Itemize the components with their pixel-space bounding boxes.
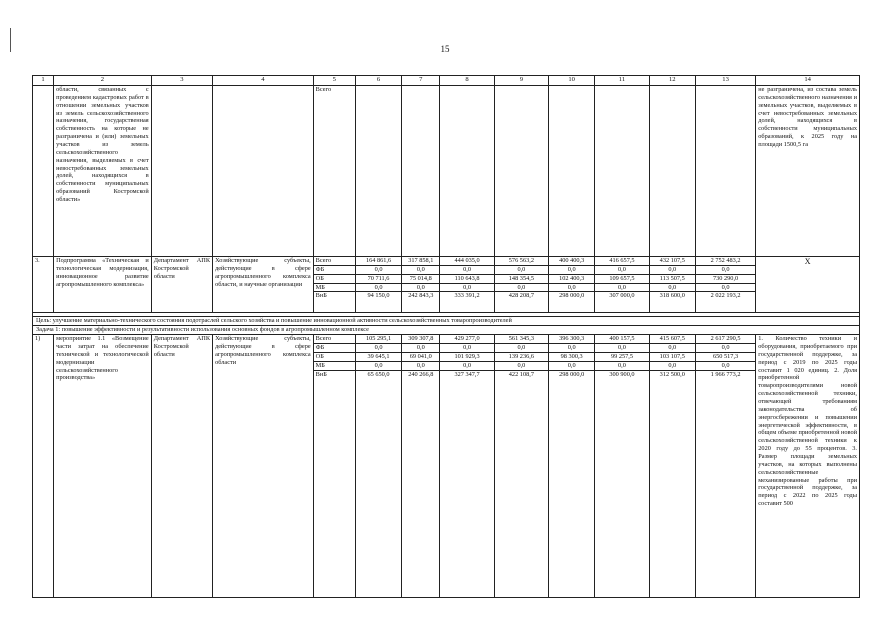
value-cell: 0,0 xyxy=(402,361,440,370)
continuation-result: не разграничена, из состава земель сельскохозяйственного назначения и земельных участков, выделяемых в счет невостребованных земельных долей, находящихся в собственности муниципальных образований, к 2025 году на площади 1500,5 га xyxy=(756,86,860,257)
value-cell: 428 208,7 xyxy=(494,292,548,313)
event-row xyxy=(33,335,860,344)
value-cell: 0,0 xyxy=(494,283,548,292)
value-cell: 0,0 xyxy=(649,361,695,370)
value-cell: 0,0 xyxy=(494,344,548,353)
value-cell: 429 277,0 xyxy=(440,335,494,344)
subprogram-row xyxy=(33,257,860,266)
value-cell: 102 400,3 xyxy=(549,274,595,283)
subprogram-executor: Департамент АПК Костромской области xyxy=(151,257,212,313)
value-cell: 432 107,5 xyxy=(649,257,695,266)
value-cell: 444 035,0 xyxy=(440,257,494,266)
value-cell: 730 290,0 xyxy=(695,274,755,283)
value-cell: 148 354,5 xyxy=(494,274,548,283)
goal-row xyxy=(33,317,860,326)
value-cell: 0,0 xyxy=(355,283,401,292)
event-participants: Хозяйствующие субъекты, действующие в сфере агропромышленного комплекса области xyxy=(213,335,314,597)
value-cell: 0,0 xyxy=(649,344,695,353)
header-cell: 5 xyxy=(313,76,355,86)
subprogram-participants: Хозяйствующие субъекты, действующие в сфере агропромышленного комплекса области, и научные организации xyxy=(213,257,314,313)
header-cell: 12 xyxy=(649,76,695,86)
funding-source: ОБ xyxy=(313,352,355,361)
value-cell: 0,0 xyxy=(695,361,755,370)
value-cell: 103 107,5 xyxy=(649,352,695,361)
header-cell: 3 xyxy=(151,76,212,86)
header-cell: 13 xyxy=(695,76,755,86)
value-cell: 327 347,7 xyxy=(440,370,494,597)
funding-source: МБ xyxy=(313,283,355,292)
value-cell: 0,0 xyxy=(549,344,595,353)
header-cell: 2 xyxy=(54,76,152,86)
funding-source: МБ xyxy=(313,361,355,370)
value-cell: 2 752 483,2 xyxy=(695,257,755,266)
funding-source: ВнБ xyxy=(313,370,355,597)
value-cell: 0,0 xyxy=(695,265,755,274)
value-cell: 0,0 xyxy=(595,283,649,292)
header-cell: 11 xyxy=(595,76,649,86)
value-cell: 396 300,3 xyxy=(549,335,595,344)
value-cell: 0,0 xyxy=(440,361,494,370)
value-cell: 1 966 773,2 xyxy=(695,370,755,597)
value-cell: 0,0 xyxy=(595,361,649,370)
value-cell: 400 157,5 xyxy=(595,335,649,344)
value-cell: 94 150,0 xyxy=(355,292,401,313)
task-row xyxy=(33,326,860,335)
value-cell: 416 657,5 xyxy=(595,257,649,266)
value-cell: 0,0 xyxy=(440,344,494,353)
funding-source: ФБ xyxy=(313,344,355,353)
value-cell: 98 300,3 xyxy=(549,352,595,361)
value-cell: 422 108,7 xyxy=(494,370,548,597)
value-cell: 2 617 290,5 xyxy=(695,335,755,344)
value-cell: 2 022 193,2 xyxy=(695,292,755,313)
value-cell: 75 014,8 xyxy=(402,274,440,283)
subprogram-result-mark: Х xyxy=(756,257,860,313)
value-cell: 70 711,6 xyxy=(355,274,401,283)
value-cell: 0,0 xyxy=(494,265,548,274)
value-cell: 0,0 xyxy=(355,265,401,274)
header-cell: 14 xyxy=(756,76,860,86)
header-cell: 1 xyxy=(33,76,54,86)
value-cell: 0,0 xyxy=(549,283,595,292)
goal-text: Цель: улучшение материально-технического состояния подотраслей сельского хозяйства и повышение инновационной активности сельскохозяйственных товаропроизводителей xyxy=(33,317,860,326)
value-cell: 0,0 xyxy=(595,344,649,353)
value-cell: 298 000,0 xyxy=(549,370,595,597)
value-cell: 0,0 xyxy=(402,344,440,353)
value-cell: 0,0 xyxy=(595,265,649,274)
value-cell: 101 929,3 xyxy=(440,352,494,361)
funding-source: ФБ xyxy=(313,265,355,274)
event-number: 1) xyxy=(33,335,54,597)
header-cell: 10 xyxy=(549,76,595,86)
value-cell: 307 000,0 xyxy=(595,292,649,313)
funding-source: ВнБ xyxy=(313,292,355,313)
header-row xyxy=(33,76,860,86)
header-cell: 6 xyxy=(355,76,401,86)
continuation-source: Всего xyxy=(313,86,355,257)
value-cell: 0,0 xyxy=(402,283,440,292)
subprogram-number: 3. xyxy=(33,257,54,313)
value-cell: 240 266,8 xyxy=(402,370,440,597)
value-cell: 0,0 xyxy=(494,361,548,370)
value-cell: 0,0 xyxy=(549,265,595,274)
value-cell: 0,0 xyxy=(440,283,494,292)
value-cell: 0,0 xyxy=(649,283,695,292)
value-cell: 0,0 xyxy=(695,283,755,292)
value-cell: 0,0 xyxy=(355,344,401,353)
value-cell: 0,0 xyxy=(649,265,695,274)
value-cell: 312 500,0 xyxy=(649,370,695,597)
value-cell: 0,0 xyxy=(355,361,401,370)
continuation-name: области, связанных с проведением кадастровых работ в отношении земельных участков из земель сельскохозяйственного назначения, государственная собственность на которые не разграничена и (или) земельных участков из земель сельскохозяйственного назначения, выделяемых в счет невостребованных земельных долей, находящихся в собственности муниципальных образований Костромской области» xyxy=(54,86,152,257)
value-cell: 164 861,6 xyxy=(355,257,401,266)
value-cell: 113 507,5 xyxy=(649,274,695,283)
funding-source: Всего xyxy=(313,335,355,344)
subprogram-name: Подпрограмма «Техническая и технологическая модернизация, инновационное развитие агропромышленного комплекса» xyxy=(54,257,152,313)
funding-source: ОБ xyxy=(313,274,355,283)
value-cell: 317 858,1 xyxy=(402,257,440,266)
value-cell: 105 295,1 xyxy=(355,335,401,344)
value-cell: 0,0 xyxy=(695,344,755,353)
task-text: Задача 1: повышение эффективности и результативности использования основных фондов в агропромышленном комплексе xyxy=(33,326,860,335)
value-cell: 576 563,2 xyxy=(494,257,548,266)
value-cell: 400 400,3 xyxy=(549,257,595,266)
value-cell: 39 645,1 xyxy=(355,352,401,361)
header-cell: 4 xyxy=(213,76,314,86)
value-cell: 333 391,2 xyxy=(440,292,494,313)
value-cell: 561 345,3 xyxy=(494,335,548,344)
page-number: 15 xyxy=(440,44,450,54)
value-cell: 318 600,0 xyxy=(649,292,695,313)
value-cell: 0,0 xyxy=(549,361,595,370)
value-cell: 0,0 xyxy=(440,265,494,274)
value-cell: 242 843,3 xyxy=(402,292,440,313)
header-cell: 7 xyxy=(402,76,440,86)
value-cell: 99 257,5 xyxy=(595,352,649,361)
value-cell: 298 000,0 xyxy=(549,292,595,313)
value-cell: 65 650,0 xyxy=(355,370,401,597)
header-cell: 8 xyxy=(440,76,494,86)
value-cell: 109 657,5 xyxy=(595,274,649,283)
value-cell: 69 041,0 xyxy=(402,352,440,361)
value-cell: 300 900,0 xyxy=(595,370,649,597)
value-cell: 309 307,8 xyxy=(402,335,440,344)
event-result: 1. Количество техники и оборудования, приобретаемого при государственной поддержке, за период с 2019 по 2025 годы составит 1 020 единиц. 2. Доля приобретенной товаропроизводителями новой сельскохозяйственной техники, отвечающей требованиям законодательства об энергосбережении и повышении энергетической эффективности, в общем объеме приобретенной новой сельскохозяйственной техники к 2020 году до 55 процентов. 3. Размер площади земельных участков, на которых выполнены сельскохозяйственные механизированные работы при государственной поддержке, за период с 2022 по 2025 годы составит 500 xyxy=(756,335,860,597)
value-cell: 0,0 xyxy=(402,265,440,274)
header-cell: 9 xyxy=(494,76,548,86)
value-cell: 110 643,8 xyxy=(440,274,494,283)
value-cell: 415 607,5 xyxy=(649,335,695,344)
value-cell: 139 236,6 xyxy=(494,352,548,361)
event-name: мероприятие 1.1 «Возмещение части затрат на обеспечение технической и технологической модернизации сельскохозяйственного производства» xyxy=(54,335,152,597)
program-table xyxy=(32,75,860,598)
value-cell: 650 517,3 xyxy=(695,352,755,361)
funding-source: Всего xyxy=(313,257,355,266)
event-executor: Департамент АПК Костромской области xyxy=(151,335,212,597)
continuation-row xyxy=(33,86,860,257)
